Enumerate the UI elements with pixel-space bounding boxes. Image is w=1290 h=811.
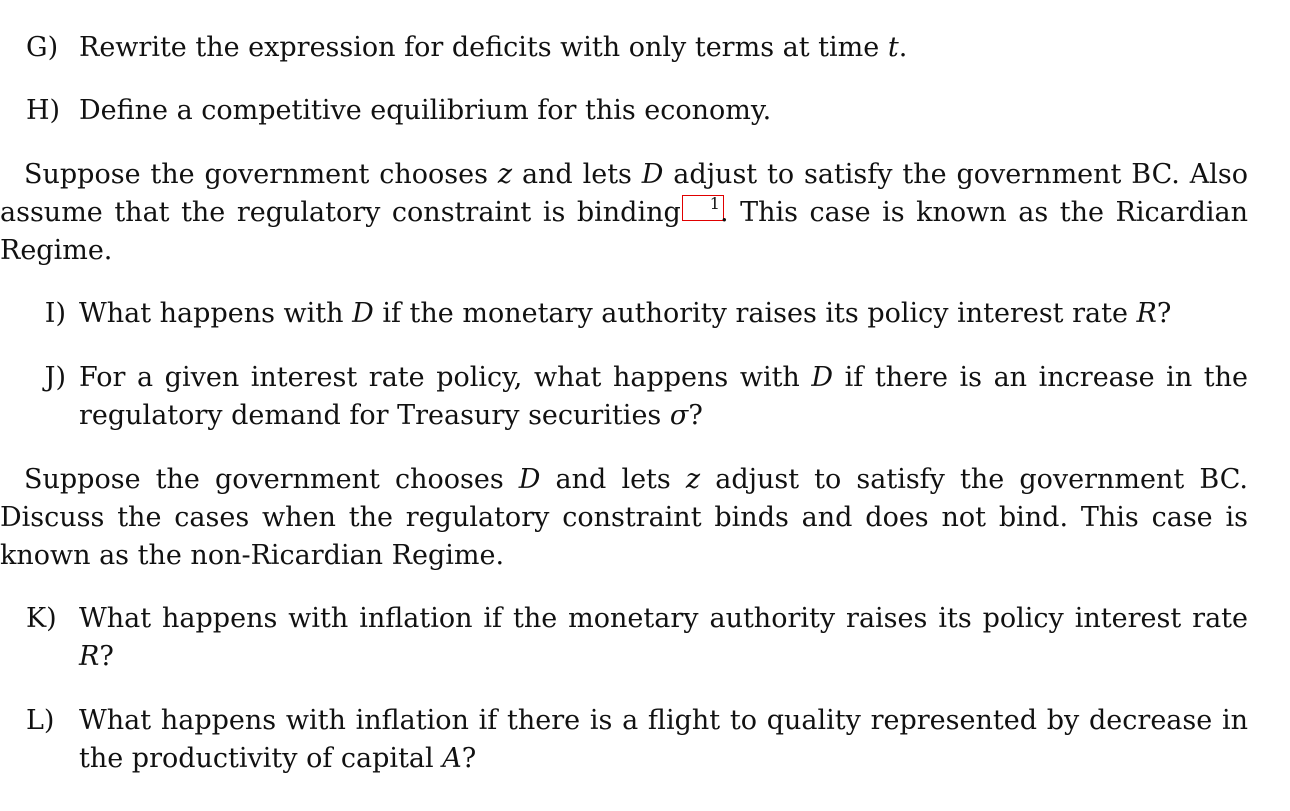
question-label: I)	[44, 298, 66, 329]
question-text: What happens with inflation if the monetary authority raises its policy interest rate R?	[79, 603, 1248, 672]
paragraph-non-ricardian: Suppose the government chooses D and lets z adjust to satisfy the government BC. Discuss the cases when the regulatory constraint binds and does not bind. This case is known as the non-Ricardian Regime.	[0, 464, 1248, 571]
question-label: J)	[44, 362, 66, 393]
math-var: D	[518, 464, 541, 495]
question-text: What happens with D if the monetary authority raises its policy interest rate R?	[79, 298, 1172, 329]
paragraph-ricardian: Suppose the government chooses z and lets D adjust to satisfy the government BC. Also assume that the regulatory constraint is binding 1. This case is known as the Ricardian Regime.	[0, 159, 1248, 266]
math-var: D	[811, 362, 834, 393]
question-text: Define a competitive equilibrium for this economy.	[79, 95, 772, 126]
question-l	[0, 702, 1248, 778]
question-text: What happens with inflation if there is a flight to quality represented by decrease in the productivity of capital A?	[79, 705, 1248, 774]
question-text: Rewrite the expression for deficits with only terms at time t.	[79, 32, 908, 63]
math-var: t	[887, 32, 899, 63]
question-text: For a given interest rate policy, what happens with D if there is an increase in the regulatory demand for Treasury securities σ?	[79, 362, 1248, 431]
math-var: z	[685, 464, 701, 495]
question-label: L)	[26, 705, 55, 736]
math-var: R	[79, 641, 100, 672]
math-var: A	[442, 743, 462, 774]
math-var: σ	[669, 400, 689, 431]
question-j	[0, 359, 1248, 435]
math-var: R	[1136, 298, 1157, 329]
question-i	[0, 295, 1248, 333]
question-g	[0, 29, 1248, 67]
question-label: G)	[26, 32, 59, 63]
question-k	[0, 600, 1248, 676]
math-var: D	[352, 298, 374, 329]
footnote-link[interactable]: 1	[682, 195, 724, 221]
math-var: D	[641, 159, 664, 190]
question-label: H)	[26, 95, 61, 126]
question-h	[0, 92, 1248, 130]
question-label: K)	[26, 603, 57, 634]
math-var: z	[497, 159, 513, 190]
